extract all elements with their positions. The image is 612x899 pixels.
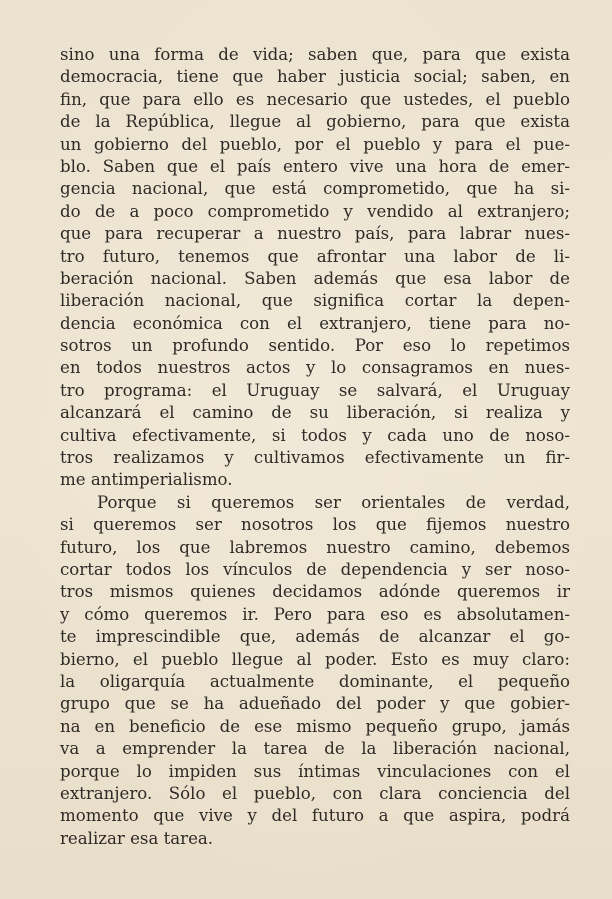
- page-text: [60, 44, 570, 850]
- text-line: tro programa: el Uruguay se salvará, el Uruguay: [60, 380, 570, 400]
- text-line: grupo que se ha adueñado del poder y que gobier-: [60, 694, 570, 714]
- paragraph-2: [60, 492, 570, 850]
- text-line: bierno, el pueblo llegue al poder. Esto es muy claro:: [60, 649, 570, 669]
- text-line: do de a poco comprometido y vendido al extranjero;: [60, 201, 570, 221]
- text-line: sino una forma de vida; saben que, para que exista: [60, 45, 570, 64]
- text-line: na en beneficio de ese mismo pequeño grupo, jamás: [60, 716, 570, 736]
- text-line: Porque si queremos ser orientales de verdad,: [97, 492, 570, 512]
- text-line: blo. Saben que el país entero vive una hora de emer-: [60, 156, 570, 176]
- text-line: te imprescindible que, además de alcanzar el go-: [60, 627, 570, 647]
- text-line: de la República, llegue al gobierno, para que exista: [60, 112, 570, 132]
- text-line: alcanzará el camino de su liberación, si realiza y: [60, 403, 570, 423]
- text-line: democracia, tiene que haber justicia social; saben, en: [60, 67, 570, 87]
- text-line: tros mismos quienes decidamos adónde queremos ir: [60, 582, 570, 602]
- text-line: sotros un profundo sentido. Por eso lo repetimos: [60, 336, 570, 356]
- text-line: liberación nacional, que significa cortar la depen-: [60, 291, 570, 311]
- text-line: la oligarquía actualmente dominante, el pequeño: [60, 671, 570, 691]
- text-line: gencia nacional, que está comprometido, que ha si-: [60, 179, 570, 199]
- text-line: en todos nuestros actos y lo consagramos en nues-: [60, 358, 570, 378]
- text-line: dencia económica con el extranjero, tiene para no-: [60, 313, 570, 333]
- text-line: tros realizamos y cultivamos efectivamente un fir-: [60, 448, 570, 468]
- text-line: y cómo queremos ir. Pero para eso es absolutamen-: [60, 604, 570, 624]
- text-line: futuro, los que labremos nuestro camino, debemos: [60, 537, 570, 557]
- text-line: un gobierno del pueblo, por el pueblo y para el pue-: [60, 134, 570, 154]
- text-line: que para recuperar a nuestro país, para labrar nues-: [60, 224, 570, 244]
- text-line: tro futuro, tenemos que afrontar una labor de li-: [60, 246, 570, 266]
- text-line: fin, que para ello es necesario que ustedes, el pueblo: [60, 89, 570, 109]
- text-line: cortar todos los vínculos de dependencia y ser noso-: [60, 559, 570, 579]
- text-line: si queremos ser nosotros los que fijemos nuestro: [60, 515, 570, 535]
- text-line: realizar esa tarea.: [60, 828, 214, 848]
- text-line: beración nacional. Saben además que esa labor de: [60, 268, 570, 288]
- text-line: momento que vive y del futuro a que aspira, podrá: [60, 806, 570, 826]
- text-line: cultiva efectivamente, si todos y cada uno de noso-: [60, 425, 570, 445]
- paragraph-1: [60, 44, 570, 492]
- text-line: extranjero. Sólo el pueblo, con clara conciencia del: [60, 783, 570, 803]
- text-line: porque lo impiden sus íntimas vinculaciones con el: [60, 761, 570, 781]
- text-line: va a emprender la tarea de la liberación nacional,: [60, 739, 570, 759]
- text-line: me antimperialismo.: [60, 470, 233, 490]
